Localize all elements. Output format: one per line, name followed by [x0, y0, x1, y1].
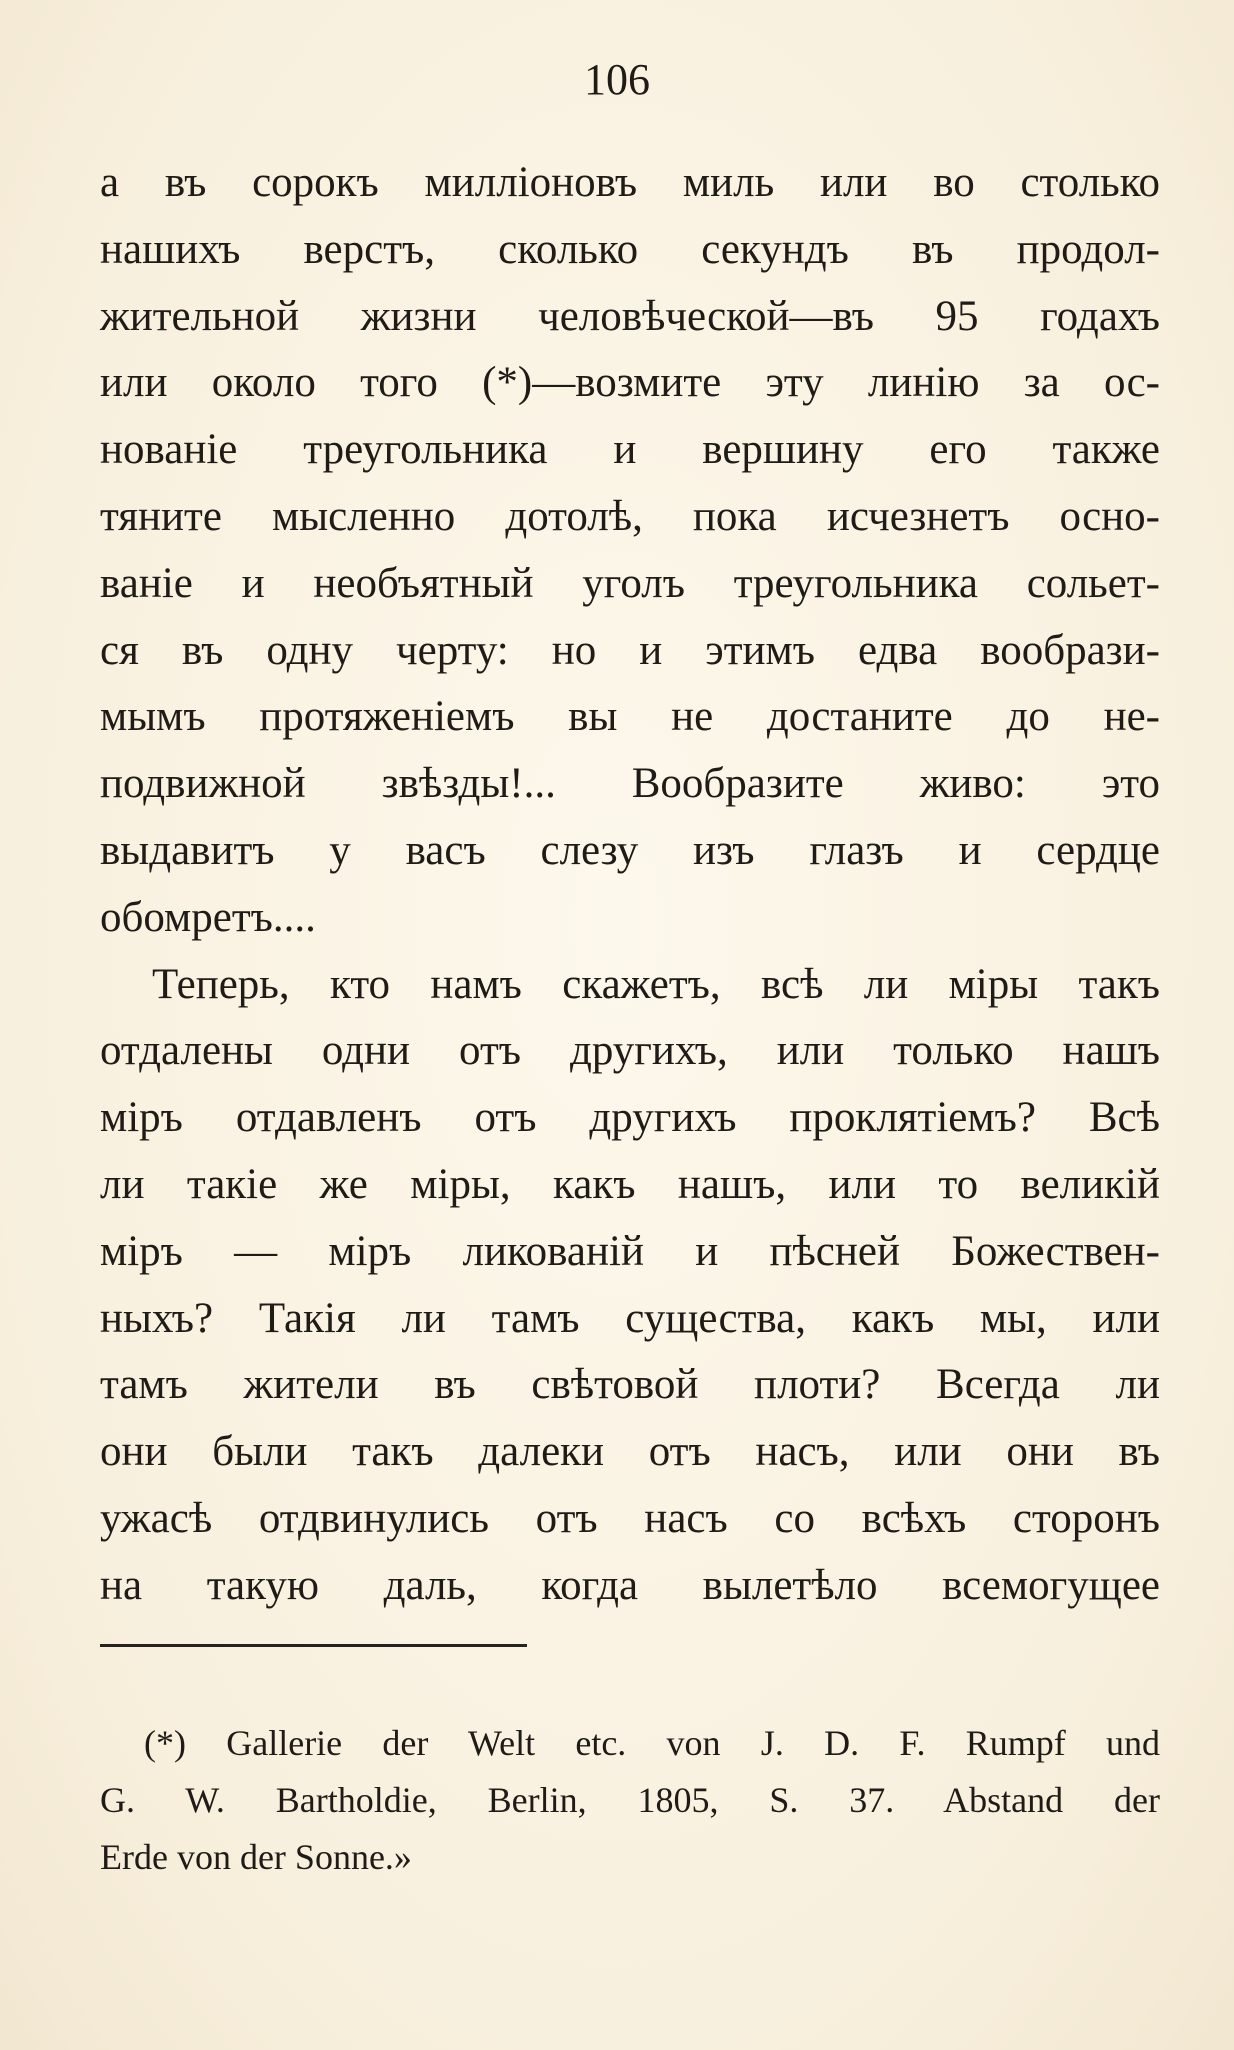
text-line: на такую даль, когда вылетѣло всемогущее — [100, 1561, 1160, 1609]
text-line: жительной жизни человѣческой—въ 95 годахъ — [100, 292, 1160, 340]
page-number: 106 — [584, 55, 650, 104]
footnote — [100, 1715, 1160, 1886]
text-line: мымъ протяженіемъ вы не достаните до не- — [100, 693, 1160, 741]
text-line: тамъ жители въ свѣтовой плоти? Всегда ли — [100, 1361, 1160, 1409]
footnote-line: (*) Gallerie der Welt etc. von J. D. F. Rumpf und — [144, 1723, 1160, 1763]
text-line: или около того (*)—возмите эту линію за ос- — [100, 359, 1160, 407]
footnote-line: G. W. Bartholdie, Berlin, 1805, S. 37. Abstand der — [100, 1780, 1160, 1820]
text-line: міръ — міръ ликованій и пѣсней Божествен- — [100, 1227, 1160, 1275]
text-line: подвижной звѣзды!... Вообразите живо: это — [100, 760, 1160, 808]
text-line: нованіе треугольника и вершину его также — [100, 426, 1160, 474]
text-line: отдалены одни отъ другихъ, или только нашъ — [100, 1027, 1160, 1075]
text-line: ся въ одну черту: но и этимъ едва вообрази- — [100, 626, 1160, 674]
text-line: ли такіе же міры, какъ нашъ, или то великій — [100, 1160, 1160, 1208]
text-line: ужасѣ отдвинулись отъ насъ со всѣхъ сторонъ — [100, 1494, 1160, 1542]
footnote-separator — [100, 1644, 527, 1647]
text-line: нашихъ верстъ, сколько секундъ въ продол- — [100, 225, 1160, 273]
text-line: тяните мысленно дотолѣ, пока исчезнетъ осно- — [100, 492, 1160, 540]
text-line: а въ сорокъ милліоновъ миль или во столько — [100, 159, 1160, 206]
paragraph-start-line: Теперь, кто намъ скажетъ, всѣ ли міры такъ — [152, 960, 1160, 1008]
text-line: обомретъ.... — [100, 893, 316, 941]
text-line: выдавитъ у васъ слезу изъ глазъ и сердце — [100, 826, 1160, 874]
text-line: ваніе и необъятный уголъ треугольника сольет- — [100, 559, 1160, 607]
body-text — [100, 150, 1160, 1620]
text-line: ныхъ? Такія ли тамъ существа, какъ мы, или — [100, 1294, 1160, 1342]
footnote-line: Erde von der Sonne.» — [100, 1837, 412, 1877]
text-line: они были такъ далеки отъ насъ, или они въ — [100, 1428, 1160, 1476]
text-line: міръ отдавленъ отъ другихъ проклятіемъ? Всѣ — [100, 1094, 1160, 1142]
